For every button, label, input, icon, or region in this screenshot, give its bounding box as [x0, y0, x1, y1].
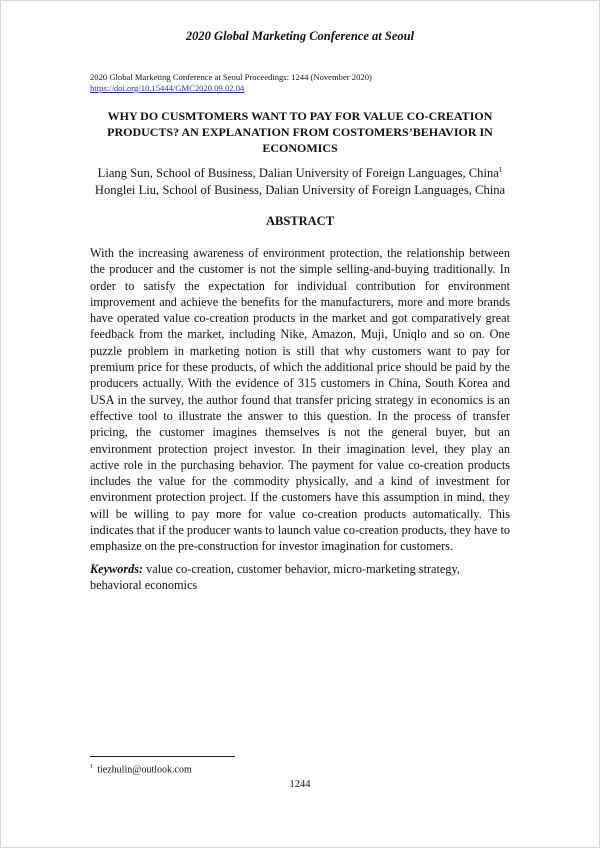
footnote-email[interactable]: tiezhulin@outlook.com — [97, 764, 192, 776]
doi-link[interactable]: https://doi.org/10.15444/GMC2020.09.02.04 — [90, 83, 245, 93]
keywords-text: value co-creation, customer behavior, micro-marketing strategy, behavioral economics — [90, 562, 460, 593]
abstract-heading: ABSTRACT — [265, 214, 335, 228]
page-number: 1244 — [289, 779, 311, 790]
author-line — [60, 182, 540, 199]
running-header: 2020 Global Marketing Conference at Seoul — [185, 29, 415, 43]
footnote-marker[interactable]: 1 — [498, 165, 503, 174]
keywords-label: Keywords: — [90, 562, 144, 576]
paper-title: WHY DO CUSMTOMERS WANT TO PAY FOR VALUE CO-CREATION PRODUCTS? AN EXPLANATION FROM COSTOMERS’BEHAVIOR IN ECONOMICS — [107, 109, 493, 155]
footnote-divider — [90, 756, 235, 757]
author-affiliation: Honglei Liu, School of Business, Dalian University of Foreign Languages, China — [94, 182, 506, 197]
footnote — [90, 763, 192, 775]
footnote-mark: 1 — [90, 763, 94, 770]
author-line — [60, 165, 540, 182]
proceedings-line: 2020 Global Marketing Conference at Seoul Proceedings: 1244 (November 2020) — [90, 72, 372, 82]
keywords — [90, 561, 510, 594]
author-affiliation: Liang Sun, School of Business, Dalian University of Foreign Languages, China — [97, 166, 499, 180]
abstract-body: With the increasing awareness of environment protection, the relationship between the producer and the customer is not the simple selling-and-buying traditionally. In order to satisfy the expectation for individual contribution for environment improvement and achieve the benefits for the manufacturers, more and more brands have operated value co-creation products in the market and got comparatively great feedback from the market, including Nike, Amazon, Muji, Uniqlo and so on. One puzzle problem in marketing notion is still that why customers want to pay for premium price for these products, of which the additional price should be paid by the producers actually. With the evidence of 315 customers in China, South Korea and USA in the survey, the author found that transfer pricing strategy in economics is an effective tool to illustrate the answer to this question. In the process of transfer pricing, the customer imagines themselves is not the general buyer, but an environment protection project investor. In their imagination level, they play an active role in the purchasing behavior. The payment for value co-creation products includes the value for the commodity physically, and a kind of investment for environment protection project. If the customers have this assumption in mind, they will be willing to pay more for value co-creation products automatically. This indicates that if the producer wants to launch value co-creation products, they have to emphasize on the pre-construction for investor imagination for customers. — [90, 246, 510, 554]
author-list — [60, 165, 540, 198]
publication-meta — [90, 72, 372, 94]
